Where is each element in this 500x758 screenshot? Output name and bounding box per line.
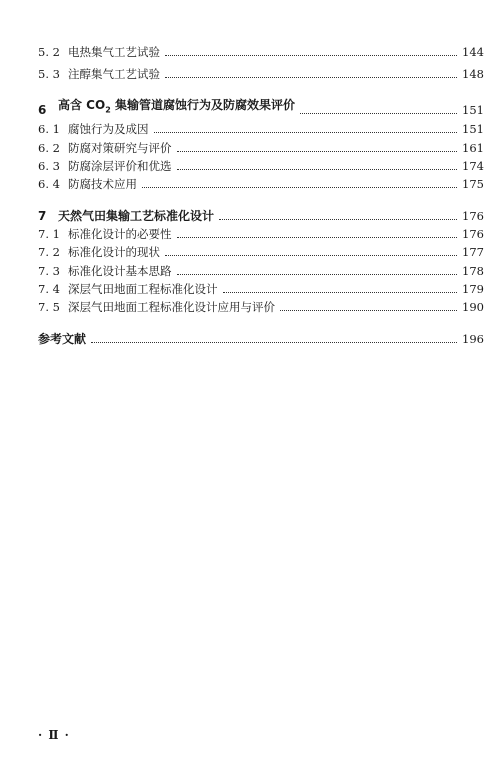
section-number: 6. 2 (38, 141, 60, 155)
toc-references[interactable] (38, 331, 484, 347)
section-number: 7. 1 (38, 227, 60, 241)
page-number: 179 (462, 282, 484, 296)
page-number: 176 (462, 227, 484, 241)
dot-leader (165, 254, 457, 256)
section-title: 腐蚀行为及成因 (68, 122, 149, 136)
section-title: 标准化设计基本思路 (68, 264, 172, 278)
dot-leader (223, 291, 458, 293)
section-number: 6. 3 (38, 159, 60, 173)
toc-entry-7-4[interactable] (38, 281, 484, 297)
section-title: 防腐涂层评价和优选 (68, 159, 172, 173)
toc-entry-7-2[interactable] (38, 244, 484, 260)
section-title: 防腐对策研究与评价 (68, 141, 172, 155)
toc-entry-7-3[interactable] (38, 263, 484, 279)
dot-leader (300, 112, 457, 114)
dot-leader (219, 218, 457, 220)
page-number: 151 (462, 122, 484, 136)
section-title: 注醇集气工艺试验 (68, 67, 160, 81)
toc-entry-6-3[interactable] (38, 158, 484, 174)
chapter-title: 高含 $CO_2$ 集输管道腐蚀行为及防腐效果评价 (58, 97, 295, 114)
toc-entry-7-1[interactable] (38, 226, 484, 242)
toc-entry-6-4[interactable] (38, 176, 484, 192)
dot-leader (154, 131, 458, 133)
section-title: 深层气田地面工程标准化设计应用与评价 (68, 300, 275, 314)
page-number: 174 (462, 159, 484, 173)
toc-entry-7-5[interactable] (38, 299, 484, 315)
section-number: 6. 1 (38, 122, 60, 136)
toc-entry-6-2[interactable] (38, 140, 484, 156)
dot-leader (177, 168, 458, 170)
page-number: 178 (462, 264, 484, 278)
section-number: 5. 3 (38, 67, 60, 81)
toc-entry-6-1[interactable] (38, 121, 484, 137)
section-title: 标准化设计的必要性 (68, 227, 172, 241)
dot-leader (91, 341, 457, 343)
page-number: 161 (462, 141, 484, 155)
chapter-title: 天然气田集输工艺标准化设计 (58, 209, 215, 223)
dot-leader (177, 236, 458, 238)
page-number: 177 (462, 245, 484, 259)
section-title: 电热集气工艺试验 (68, 45, 160, 59)
dot-leader (177, 273, 458, 275)
dot-leader (165, 54, 457, 56)
section-title: 标准化设计的现状 (68, 245, 160, 259)
page-number: 176 (462, 209, 484, 223)
page-number: 175 (462, 177, 484, 191)
page-number: 144 (462, 45, 484, 59)
section-number: 6. 4 (38, 177, 60, 191)
page-number: 148 (462, 67, 484, 81)
toc-chapter-7[interactable] (38, 208, 484, 224)
section-number: 5. 2 (38, 45, 60, 59)
dot-leader (165, 76, 457, 78)
dot-leader (280, 309, 457, 311)
section-number: 7. 2 (38, 245, 60, 259)
page-number: 151 (462, 103, 484, 117)
toc-entry-5-3[interactable] (38, 66, 484, 82)
dot-leader (142, 186, 457, 188)
dot-leader (177, 150, 458, 152)
chapter-number: 6 (38, 103, 47, 117)
section-title: 深层气田地面工程标准化设计 (68, 282, 218, 296)
references-title: 参考文献 (38, 332, 87, 346)
section-number: 7. 3 (38, 264, 60, 278)
toc-entry-5-2[interactable] (38, 44, 484, 60)
section-number: 7. 5 (38, 300, 60, 314)
toc-chapter-6[interactable] (38, 97, 484, 118)
chapter-number: 7 (38, 209, 47, 223)
page-number: 196 (462, 332, 484, 346)
page-number: 190 (462, 300, 484, 314)
section-number: 7. 4 (38, 282, 60, 296)
footer-page-marker: · Ⅱ · (38, 728, 70, 742)
section-title: 防腐技术应用 (68, 177, 137, 191)
